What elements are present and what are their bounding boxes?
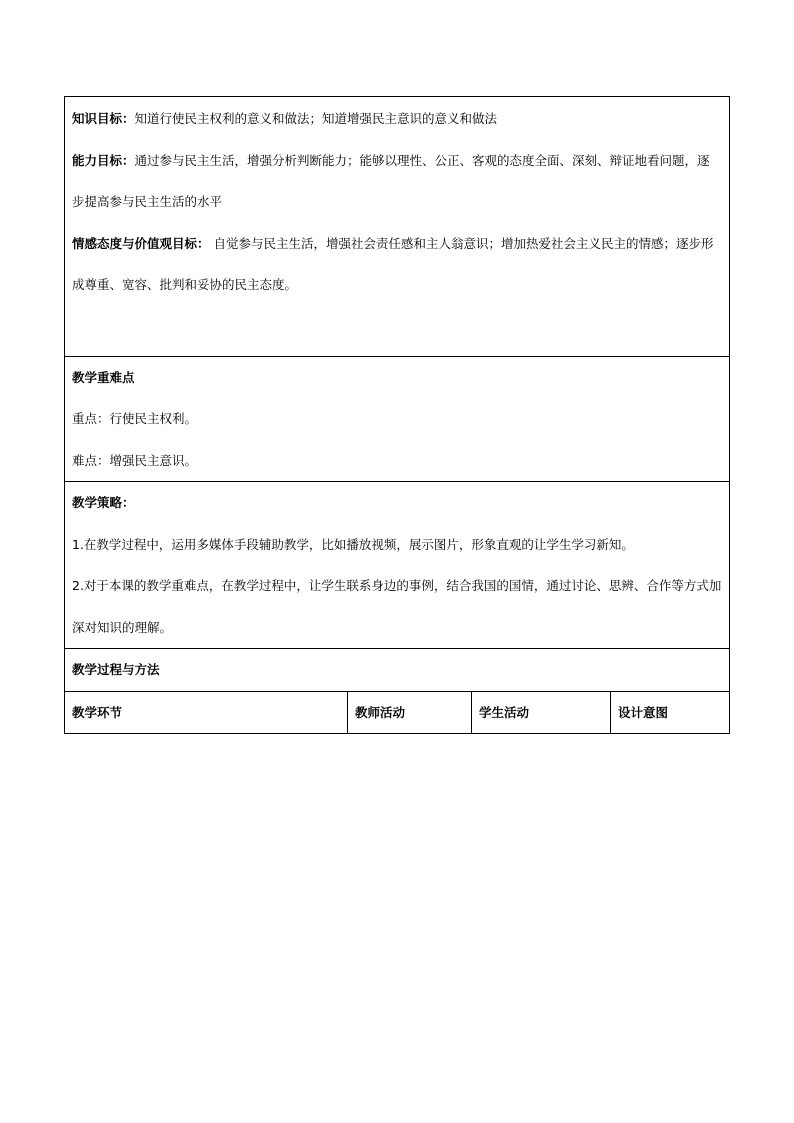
- lesson-plan-table: [64, 96, 730, 734]
- key-point-focus: 重点：行使民主权利。: [72, 411, 198, 426]
- ability-objective-label: 能力目标：: [72, 152, 135, 168]
- emotion-objective-label: 情感态度与价值观目标：: [72, 235, 210, 251]
- process-title: 教学过程与方法: [65, 649, 730, 692]
- emotion-objective: [72, 223, 722, 306]
- key-point-difficulty: 难点：增强民主意识。: [72, 452, 198, 468]
- column-header-stage: 教学环节: [65, 691, 348, 734]
- ability-objective-text: 通过参与民主生活，增强分析判断能力；能够以理性、公正、客观的态度全面、深刻、辩证地看问题，逐步提高参与民主生活的水平: [72, 152, 710, 209]
- column-header-teacher: 教师活动: [348, 691, 472, 734]
- objectives-row: [65, 97, 730, 357]
- objectives-cell: [65, 97, 730, 357]
- strategy-cell: [65, 482, 730, 649]
- emotion-objective-text: 自觉参与民主生活，增强社会责任感和主人翁意识；增加热爱社会主义民主的情感；逐步形成尊重、宽容、批判和妥协的民主态度。: [72, 235, 714, 292]
- knowledge-objective-label: 知识目标：: [72, 111, 135, 126]
- key-points-cell: [65, 356, 730, 482]
- knowledge-objective: [72, 98, 722, 140]
- strategy-item-2: 2.对于本课的教学重难点，在教学过程中，让学生联系身边的事例，结合我国的国情，通过讨论、思辨、合作等方式加深对知识的理解。: [72, 578, 722, 635]
- process-header-row: [65, 691, 730, 734]
- key-points-row: [65, 356, 730, 482]
- objectives-spacer: [72, 306, 722, 356]
- column-header-student: 学生活动: [472, 691, 611, 734]
- key-points-title: 教学重难点: [72, 369, 135, 385]
- process-title-row: [65, 649, 730, 692]
- strategy-row: [65, 482, 730, 649]
- ability-objective: [72, 140, 722, 223]
- column-header-intent: 设计意图: [611, 691, 730, 734]
- strategy-title: 教学策略：: [72, 495, 135, 510]
- knowledge-objective-text: 知道行使民主权利的意义和做法；知道增强民主意识的意义和做法: [134, 111, 498, 126]
- strategy-item-1: 1.在教学过程中，运用多媒体手段辅助教学，比如播放视频，展示图片，形象直观的让学生学习新知。: [72, 536, 634, 552]
